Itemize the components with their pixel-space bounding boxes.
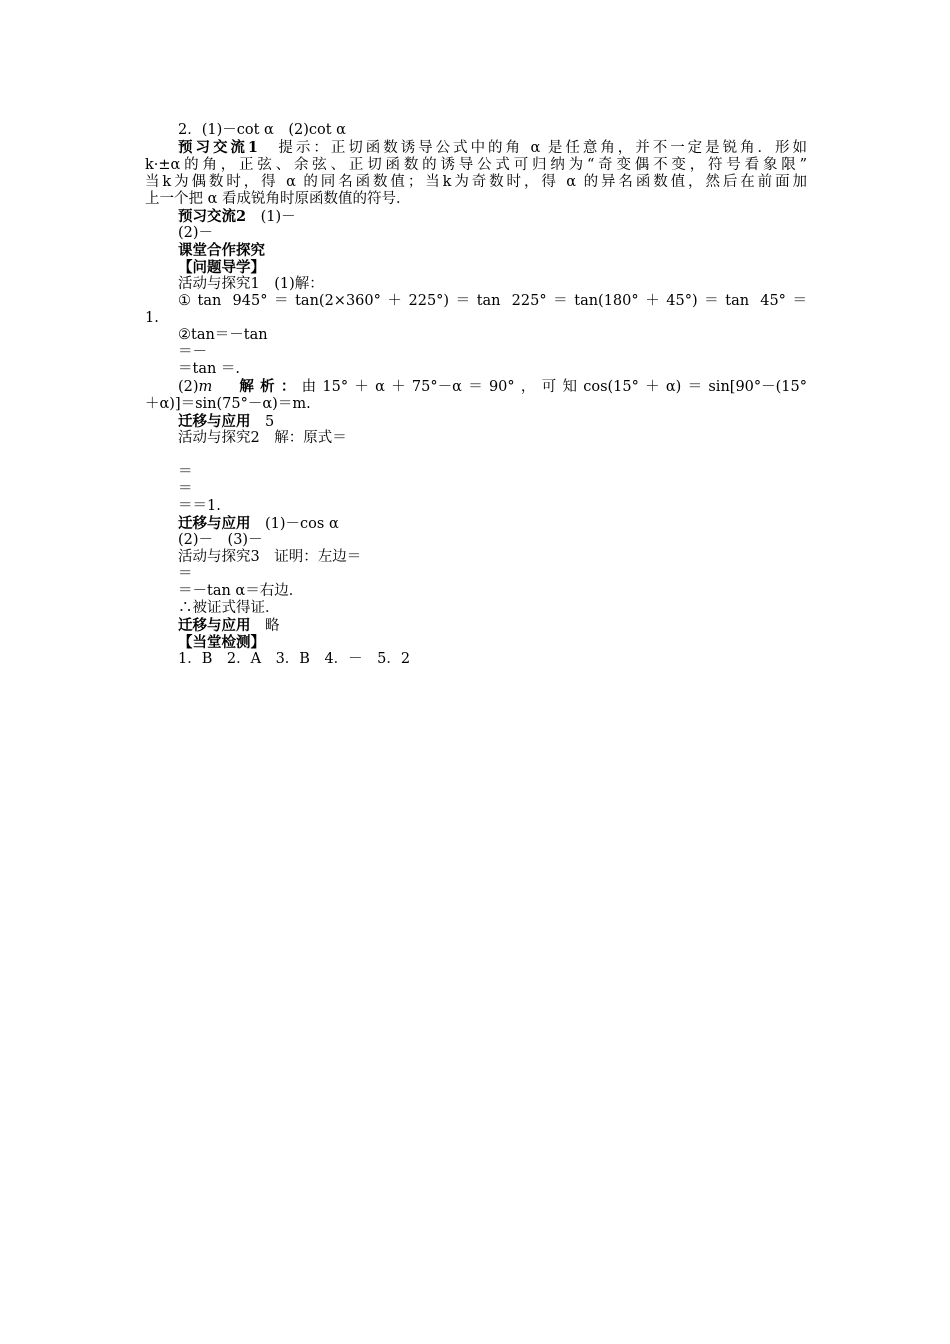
class-test-answers: 1．B 2．A 3．B 4．－ 5．2 [178,651,411,667]
answer-line-2: 2．(1)－cot α (2)cot α [178,122,346,138]
preview-exchange-2-part2: (2)－ [178,225,214,241]
activity-1-eq-a: ①tan 945°＝tan(2×360°＋225°)＝tan 225°＝tan(180°＋45°)＝tan 45°＝ [178,293,807,309]
activity-1-eq2: ②tan＝－tan [178,327,268,343]
activity-1-part2-label: 解析： [212,378,302,395]
activity-2-eq2: ＝ [178,481,193,497]
preview-exchange-1-line-c: 当k为偶数时，得 α 的同名函数值；当k为奇数时，得 α 的异名函数值，然后在前面加 [145,174,807,190]
activity-1-part2-line-b: ＋α)]＝sin(75°－α)＝m. [145,396,311,412]
activity-1-part2-text-a: 由15°＋α＋75°－α＝90°，可知cos(15°＋α)＝sin[90°－(15° [301,379,808,395]
preview-exchange-2-line [145,208,807,225]
activity-1-part2-prefix: (2) [178,379,199,395]
preview-exchange-1-line-a [145,139,807,157]
transfer-3-line [145,617,807,634]
section-title: 课堂合作探究 [178,242,265,259]
preview-exchange-2-label: 预习交流2 [178,208,247,225]
activity-1-eq3: ＝－ [178,344,207,360]
activity-3-heading: 活动与探究3 证明：左边＝ [178,549,362,565]
transfer-1-label: 迁移与应用 [178,413,251,430]
activity-2-eq3: ＝＝1. [178,498,221,514]
activity-1-eq4: ＝tan ＝. [178,361,241,377]
transfer-2-line [145,515,807,532]
preview-exchange-2-text: (1)－ [246,209,296,225]
transfer-2-label: 迁移与应用 [178,515,251,532]
transfer-3-text: 略 [250,618,280,634]
transfer-1-line [145,413,807,430]
transfer-2-text: (1)－cos α [250,516,339,532]
answer-document [145,122,807,668]
problem-guide-heading: 【问题导学】 [178,259,265,276]
preview-exchange-1-line-b: k·±α的角，正弦、余弦、正切函数的诱导公式可归纳为“奇变偶不变，符号看象限” [145,157,807,173]
activity-3-eq2: ＝－tan α＝右边． [178,583,304,599]
transfer-3-label: 迁移与应用 [178,617,251,634]
transfer-1-text: 5 [250,414,275,430]
activity-1-eq-b: 1. [145,310,159,326]
activity-1-part2-line-a [145,378,807,396]
activity-1-heading: 活动与探究1 (1)解： [178,276,324,292]
activity-3-conclusion: ∴被证式得证． [178,600,280,616]
preview-exchange-1-label: 预习交流1 [178,139,258,156]
transfer-2-parts: (2)－ (3)－ [178,532,263,548]
activity-2-heading: 活动与探究2 解：原式＝ [178,430,347,446]
preview-exchange-1-line-d: 上一个把 α 看成锐角时原函数值的符号． [145,191,411,207]
activity-3-eq1: ＝ [178,566,193,582]
activity-1-part2-m: m [198,379,213,395]
activity-2-eq1: ＝ [178,464,193,480]
formula-gap [145,447,807,464]
class-test-heading: 【当堂检测】 [178,634,265,651]
preview-exchange-1-text-a: 提示：正切函数诱导公式中的角 α 是任意角，并不一定是锐角．形如 [257,140,807,156]
